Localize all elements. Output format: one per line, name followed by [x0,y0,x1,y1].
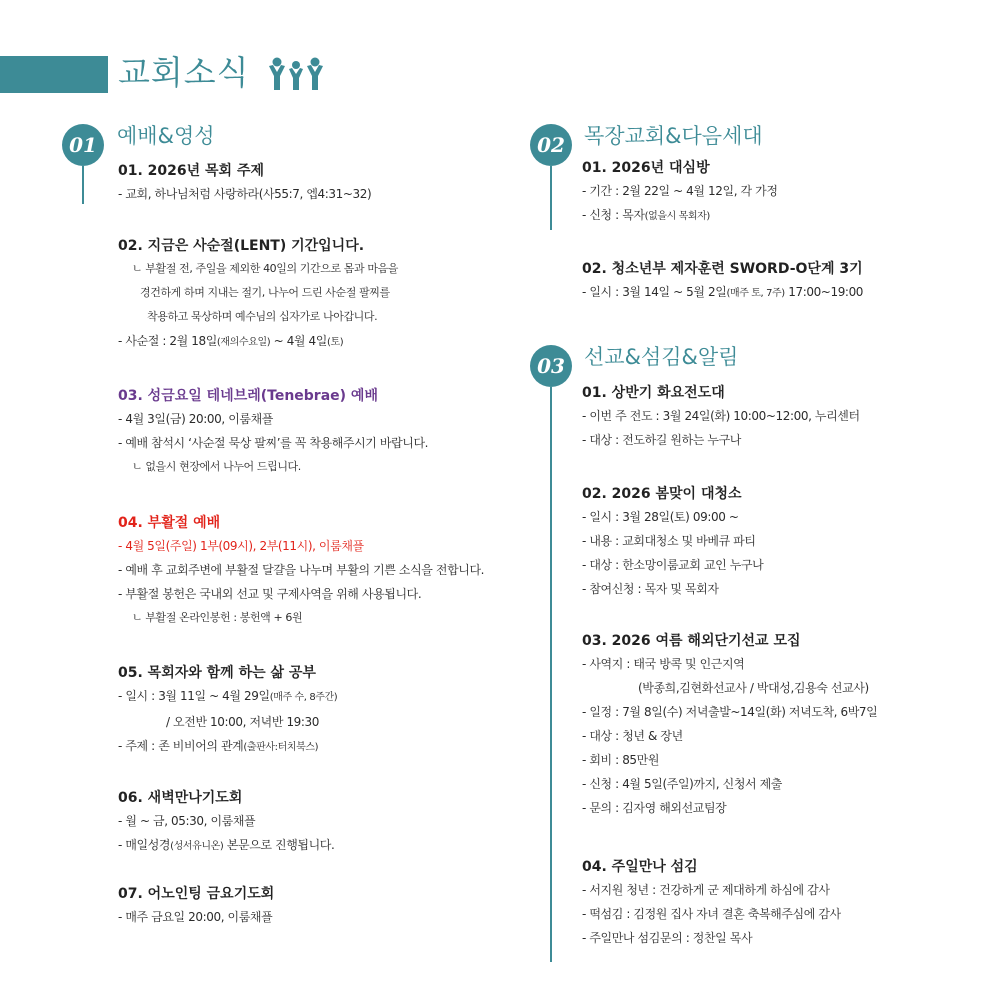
item-detail: - 회비 : 85만원 [582,753,660,767]
item-detail: - 4월 5일(주일) 1부(09시), 2부(11시), 이룸채플 [118,539,364,553]
item-detail-text: - 사순절 : 2월 18일 [118,334,217,348]
item-detail-text: - 일시 : 3월 14일 ~ 5월 2일 [582,285,727,299]
item-detail: - 대상 : 청년 & 장년 [582,729,683,743]
item-detail: - 부활절 봉헌은 국내외 선교 및 구제사역을 위해 사용됩니다. [118,587,422,601]
item-detail [582,280,1002,306]
section-title: 예배&영성 [117,124,215,148]
item-detail-small: (토) [326,337,344,348]
item-detail: - 참여신청 : 목자 및 목회자 [582,582,719,596]
news-item [118,662,538,760]
item-heading: 04. 주일만나 섬김 [582,859,698,875]
item-detail: - 대상 : 전도하길 원하는 누구나 [582,433,741,447]
news-item [118,883,538,929]
item-detail: / 오전반 10:00, 저녁반 19:30 [166,715,320,729]
section-title: 선교&섬김&알림 [584,345,739,369]
item-heading: 04. 부활절 예배 [118,515,221,531]
item-detail-small: (출판사:터치북스) [243,742,319,753]
item-detail: - 매주 금요일 20:00, 이룸채플 [118,910,273,924]
item-detail: - 예배 참석시 ‘사순절 묵상 팔찌’를 꼭 착용해주시기 바랍니다. [118,436,429,450]
item-detail: - 일시 : 3월 28일(토) 09:00 ~ [582,510,739,524]
item-heading: 02. 지금은 사순절(LENT) 기간입니다. [118,238,365,254]
item-detail: - 이번 주 전도 : 3월 24일(화) 10:00~12:00, 누리센터 [582,409,860,423]
item-heading: 02. 2026 봄맞이 대청소 [582,486,742,502]
section-divider-line [82,166,84,204]
item-heading: 03. 성금요일 테네브레(Tenebrae) 예배 [118,388,378,404]
news-item [118,512,538,630]
item-heading: 07. 어노인팅 금요기도회 [118,886,275,902]
item-detail: (박종희,김현화선교사 / 박대성,김용숙 선교사) [638,681,869,695]
item-detail: - 4월 3일(금) 20:00, 이룸채플 [118,412,273,426]
news-item [118,235,538,355]
item-detail: - 기간 : 2월 22일 ~ 4월 12일, 각 가정 [582,184,778,198]
item-heading: 01. 2026년 목회 주제 [118,163,265,179]
item-detail: - 떡섬김 : 김정원 집사 자녀 결혼 축복해주심에 감사 [582,907,841,921]
section-number-badge: 01 [62,124,104,166]
item-detail-text: - 일시 : 3월 11일 ~ 4월 29일 [118,689,270,703]
item-detail: - 사역지 : 태국 방콕 및 인근지역 [582,657,745,671]
item-note: ㄴ 부활절 온라인봉헌 : 봉헌액 + 6원 [132,611,303,624]
item-detail-small: (매주 토, 7주) [726,288,785,299]
item-detail [582,203,1002,229]
item-heading: 02. 청소년부 제자훈련 SWORD-O단계 3기 [582,261,863,277]
item-detail: - 신청 : 4월 5일(주일)까지, 신청서 제출 [582,777,783,791]
item-detail [118,734,538,760]
item-detail [118,329,538,355]
item-detail-small: (성서유니온) [170,841,224,852]
item-note: ㄴ 부활절 전, 주일을 제외한 40일의 기간으로 몸과 마음을 [132,262,399,275]
item-heading: 06. 새벽만나기도회 [118,790,243,806]
section-number-badge: 03 [530,345,572,387]
news-item [582,856,1002,950]
item-detail-text: 본문으로 진행됩니다. [223,838,335,852]
people-icon [268,56,324,92]
item-detail-text: 17:00~19:00 [784,285,864,299]
item-detail-small: (재의수요일) [216,337,271,348]
item-heading: 01. 상반기 화요전도대 [582,385,725,401]
item-detail: - 월 ~ 금, 05:30, 이룸채플 [118,814,256,828]
item-detail [118,684,538,710]
item-note: ㄴ 없을시 현장에서 나누어 드립니다. [132,460,301,473]
item-detail: - 주일만나 섬김문의 : 정찬일 목사 [582,931,753,945]
item-note: 경건하게 하며 지내는 절기, 나누어 드린 사순절 팔찌를 [140,286,390,299]
item-detail: - 내용 : 교회대청소 및 바베큐 파티 [582,534,756,548]
item-detail: - 서지원 청년 : 건강하게 군 제대하게 하심에 감사 [582,883,830,897]
item-detail-text: - 매일성경 [118,838,171,852]
news-item [582,258,1002,306]
item-detail: - 대상 : 한소망이룸교회 교인 누구나 [582,558,764,572]
item-detail [118,833,538,859]
news-item [582,382,1002,452]
news-item [582,157,1002,229]
item-heading: 05. 목회자와 함께 하는 삶 공부 [118,665,316,681]
item-detail: - 교회, 하나님처럼 사랑하라(사55:7, 엡4:31~32) [118,187,372,201]
header-accent-bar [0,56,108,93]
item-note: 착용하고 묵상하며 예수님의 십자가로 나아갑니다. [147,310,378,323]
news-item [118,160,538,206]
section-title: 목장교회&다음세대 [584,124,763,148]
item-detail-text: - 신청 : 목자 [582,208,645,222]
item-detail: - 예배 후 교회주변에 부활절 달걀을 나누며 부활의 기쁜 소식을 전합니다. [118,563,485,577]
section-divider-line [550,166,552,230]
section-divider-line [550,387,552,962]
item-detail: - 문의 : 김자영 해외선교팀장 [582,801,727,815]
item-detail-text: - 주제 : 존 비비어의 관계 [118,739,244,753]
news-item [582,483,1002,601]
item-detail-small: (없을시 목회자) [644,211,710,222]
item-detail-small: (매주 수, 8주간) [269,692,338,703]
item-detail: - 일정 : 7월 8일(수) 저녁출발~14일(화) 저녁도착, 6박7일 [582,705,878,719]
item-detail-text: ~ 4월 4일 [270,334,327,348]
news-item [118,787,538,859]
item-heading: 03. 2026 여름 해외단기선교 모집 [582,633,801,649]
item-heading: 01. 2026년 대심방 [582,160,710,176]
news-item [118,385,538,479]
section-number-badge: 02 [530,124,572,166]
news-item [582,630,1002,820]
page-title: 교회소식 [118,53,250,92]
